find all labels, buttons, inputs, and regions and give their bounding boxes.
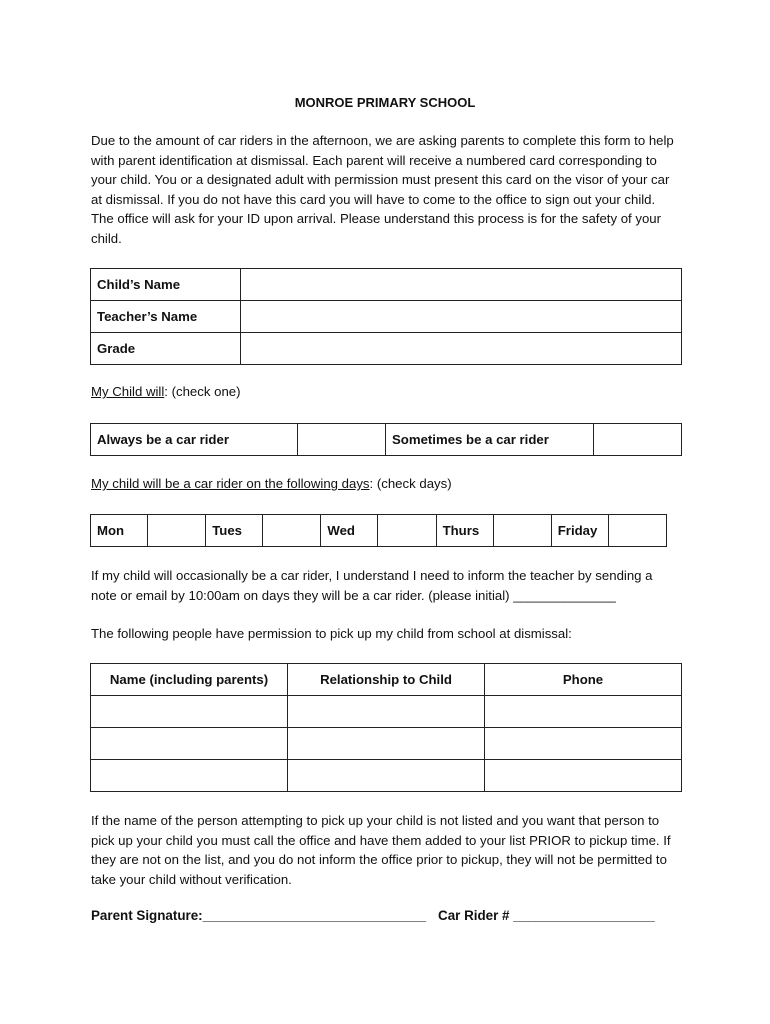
table-row: [91, 760, 682, 792]
child-name-field[interactable]: [241, 269, 682, 301]
car-rider-number-label: Car Rider #: [438, 908, 514, 923]
occasional-rider-note: If my child will occasionally be a car rider, I understand I need to inform the teacher by sending a note or email by 10:00am on days they will be a car rider. (please initial) ______________: [91, 568, 653, 603]
day-checkbox-friday[interactable]: [608, 515, 666, 547]
day-checkbox-wed[interactable]: [378, 515, 436, 547]
pickup-header-phone: Phone: [485, 664, 682, 696]
pickup-name-cell[interactable]: [91, 696, 288, 728]
day-label-friday: Friday: [551, 515, 608, 547]
not-listed-note: If the name of the person attempting to pick up your child is not listed and you want that person to pick up your child you must call the office and have them added to your list PRIOR to pickup time. If they are not on the list, and you do not inform the office prior to pickup, they will not be permitted to take your child without verification.: [91, 813, 671, 887]
days-heading-rest: : (check days): [369, 476, 452, 491]
table-row: [91, 696, 682, 728]
pickup-relationship-cell[interactable]: [288, 760, 485, 792]
days-heading-underlined: My child will be a car rider on the following days: [91, 476, 370, 491]
grade-label: Grade: [91, 333, 241, 365]
grade-field[interactable]: [241, 333, 682, 365]
day-label-wed: Wed: [321, 515, 378, 547]
pickup-phone-cell[interactable]: [485, 728, 682, 760]
teacher-name-label: Teacher’s Name: [91, 301, 241, 333]
pickup-relationship-cell[interactable]: [288, 696, 485, 728]
pickup-header-name: Name (including parents): [91, 664, 288, 696]
permission-intro: The following people have permission to pick up my child from school at dismissal:: [91, 626, 572, 641]
car-rider-type-table: [90, 423, 682, 456]
always-car-rider-label: Always be a car rider: [91, 424, 298, 456]
pickup-name-cell[interactable]: [91, 728, 288, 760]
pickup-relationship-cell[interactable]: [288, 728, 485, 760]
pickup-permission-table: [90, 663, 682, 792]
day-label-mon: Mon: [91, 515, 148, 547]
day-checkbox-thurs[interactable]: [493, 515, 551, 547]
check-one-heading-rest: : (check one): [164, 384, 241, 399]
parent-signature-label: Parent Signature:: [91, 908, 203, 923]
pickup-header-row: [91, 664, 682, 696]
pickup-phone-cell[interactable]: [485, 760, 682, 792]
child-name-label: Child’s Name: [91, 269, 241, 301]
day-checkbox-mon[interactable]: [148, 515, 206, 547]
page-title: MONROE PRIMARY SCHOOL: [294, 95, 476, 110]
sometimes-car-rider-label: Sometimes be a car rider: [386, 424, 594, 456]
days-heading: [91, 476, 452, 491]
child-name-row: [91, 269, 682, 301]
always-car-rider-checkbox[interactable]: [298, 424, 386, 456]
table-row: [91, 728, 682, 760]
pickup-name-cell[interactable]: [91, 760, 288, 792]
car-rider-number-field[interactable]: ___________________: [513, 908, 655, 923]
grade-row: [91, 333, 682, 365]
day-checkbox-tues[interactable]: [263, 515, 321, 547]
child-info-table: [90, 268, 682, 365]
parent-signature-field[interactable]: ______________________________: [202, 908, 427, 923]
day-label-tues: Tues: [206, 515, 263, 547]
check-one-heading-underlined: My Child will: [91, 384, 165, 399]
teacher-name-row: [91, 301, 682, 333]
teacher-name-field[interactable]: [241, 301, 682, 333]
sometimes-car-rider-checkbox[interactable]: [594, 424, 682, 456]
pickup-header-relationship: Relationship to Child: [288, 664, 485, 696]
days-table: [90, 514, 667, 547]
check-one-heading: [91, 384, 241, 399]
day-label-thurs: Thurs: [436, 515, 493, 547]
pickup-phone-cell[interactable]: [485, 696, 682, 728]
signature-line: [91, 908, 655, 923]
intro-paragraph: Due to the amount of car riders in the afternoon, we are asking parents to complete this form to help with parent identification at dismissal. Each parent will receive a numbered card corresponding to your child. You or a designated adult with permission must present this card on the visor of your car at dismissal. If you do not have this card you will have to come to the office to sign out your child. The office will ask for your ID upon arrival. Please understand this process is for the safety of your child.: [91, 133, 674, 246]
